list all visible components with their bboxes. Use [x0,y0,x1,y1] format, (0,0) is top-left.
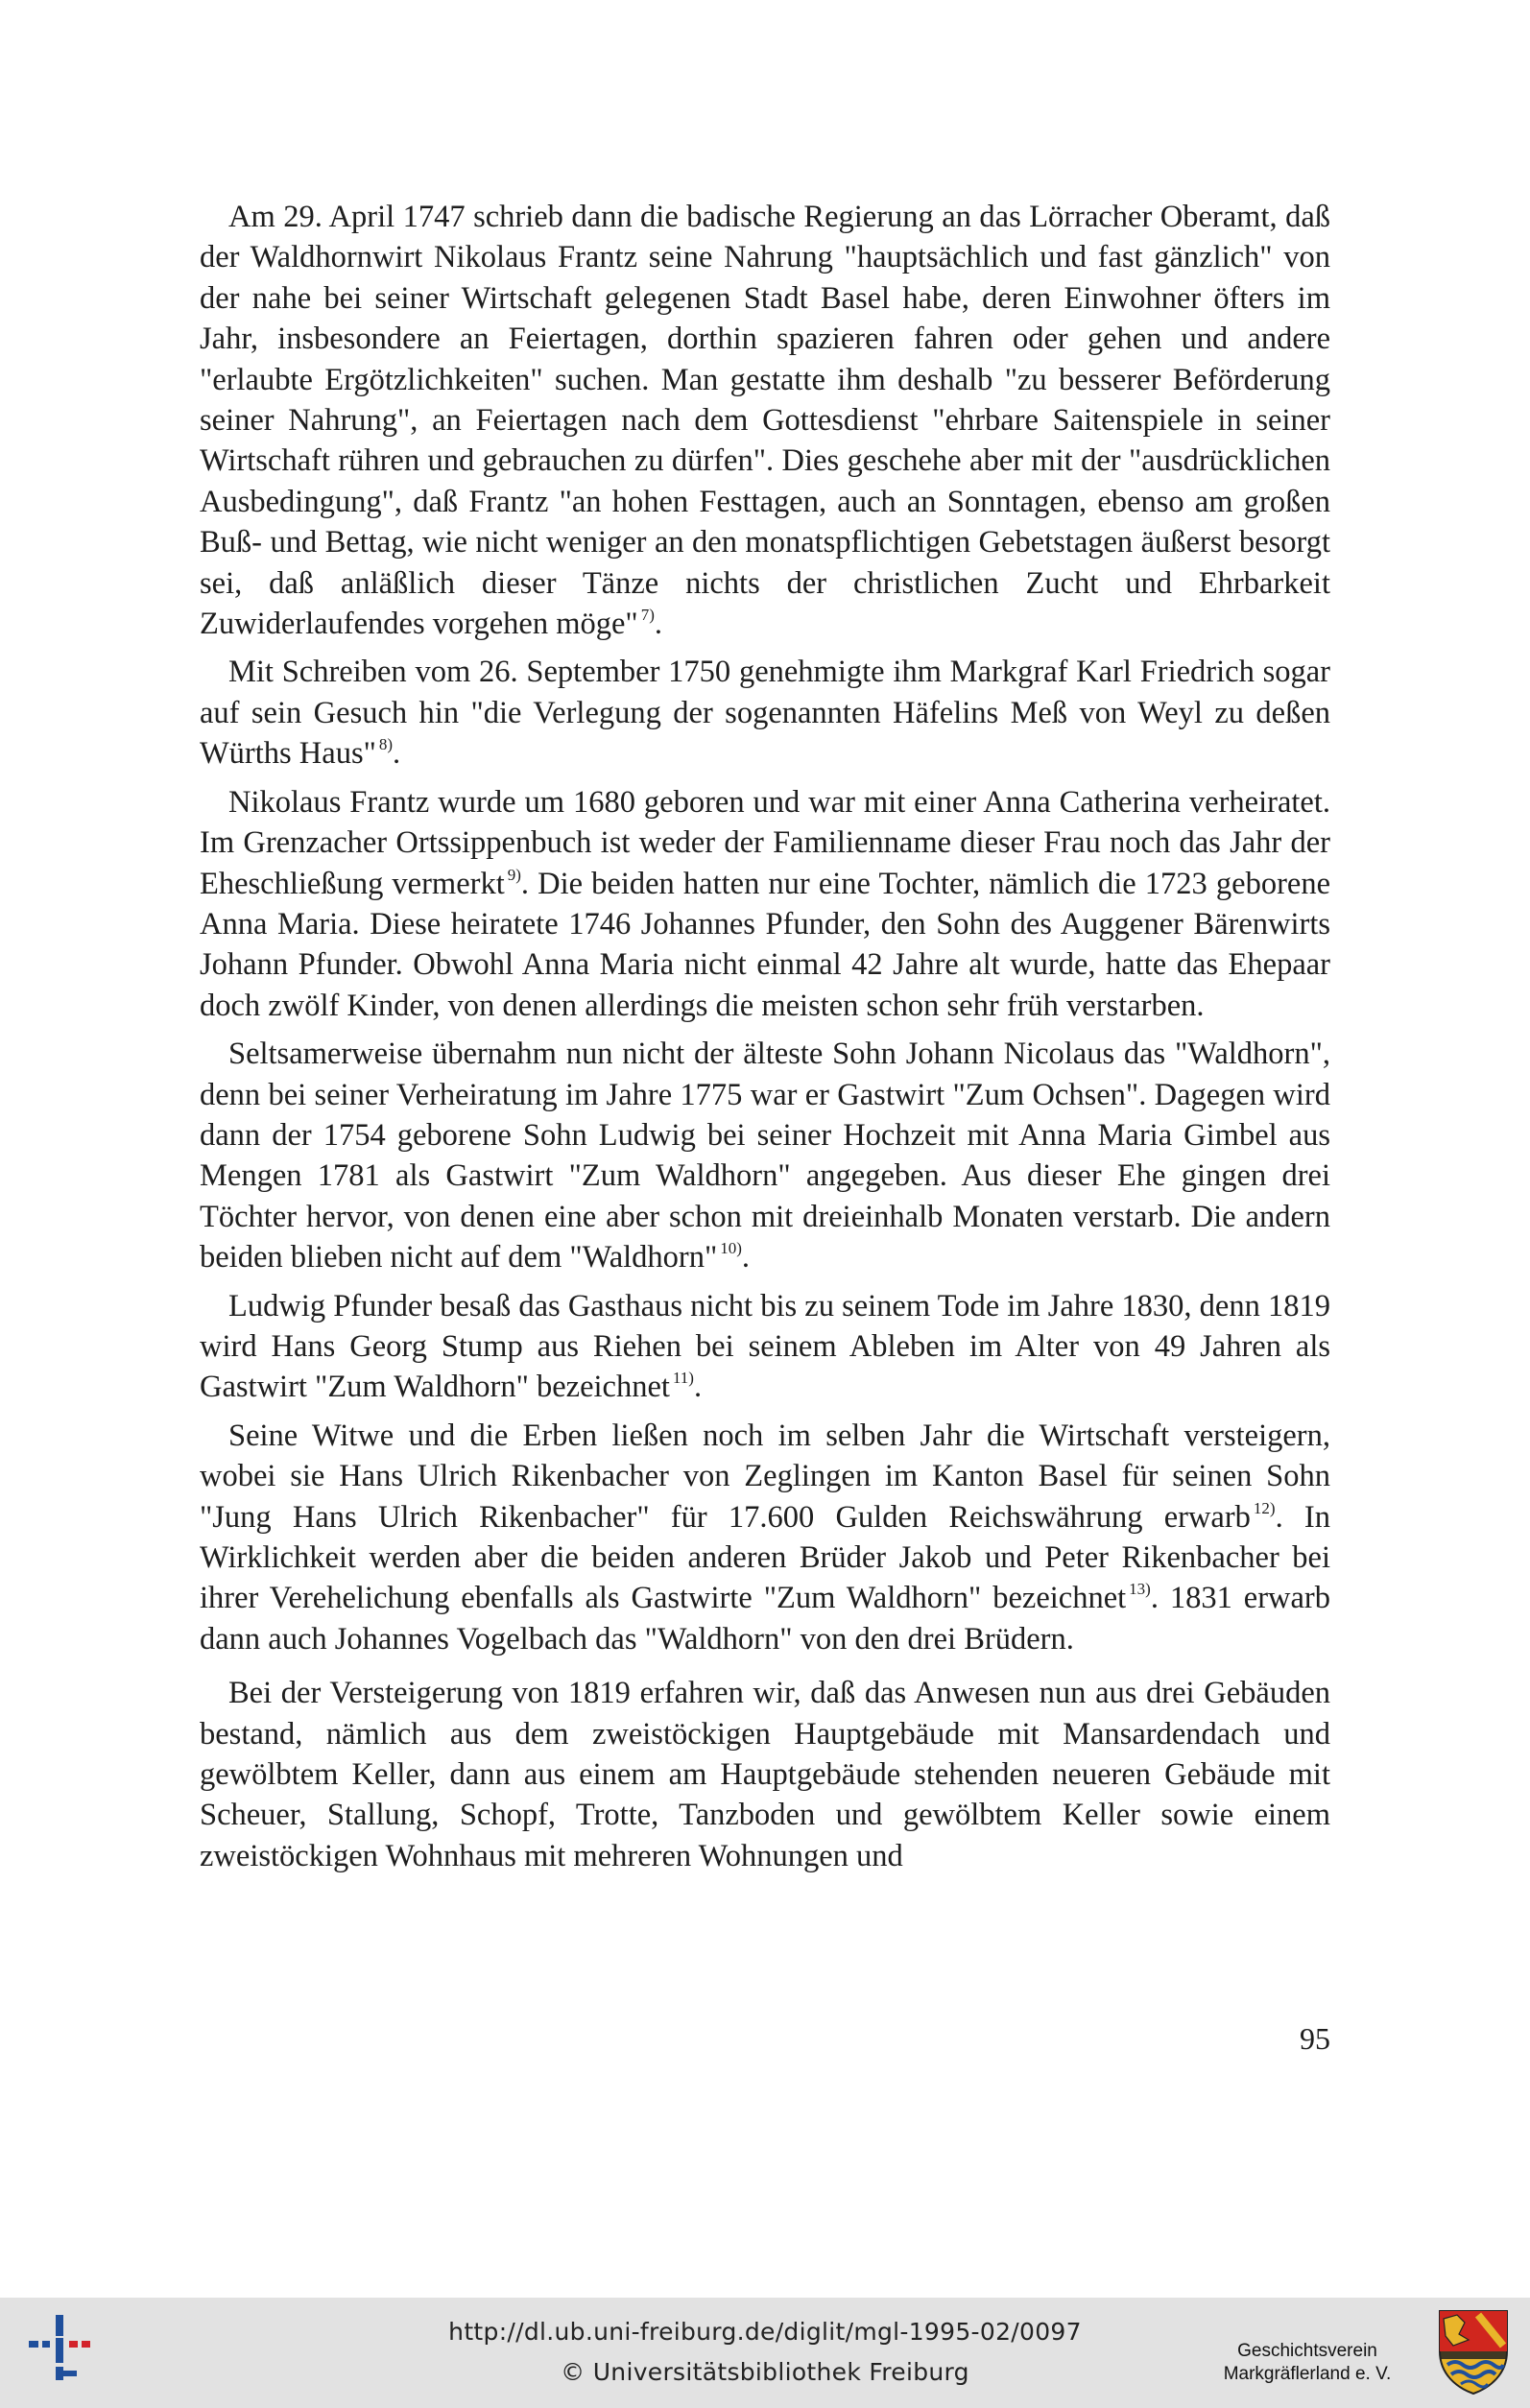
paragraph-tail: . 1831 erwarb dann auch Johannes Vogelbach das "Waldhorn" von den drei Brüdern. [200,1581,1330,1657]
paragraph-text: Seine Witwe und die Erben ließen noch im selben Jahr die Wirtschaft versteigern, wobei sie Hans Ulrich Rikenbacher von Zeglingen im Kanton Basel für seinen Sohn "Jung Hans Ulrich Rikenbacher" für 17.600 Gulden Reichswährung erwarb [200,1418,1330,1535]
paragraph-tail: . [393,736,401,772]
footer-url-link[interactable]: http://dl.ub.uni-freiburg.de/diglit/mgl-1995-02/0097 [448,2318,1082,2346]
document-body [200,197,1330,1876]
paragraph-tail: . In Wirklichkeit werden aber die beiden anderen Brüder Jakob und Peter Rikenbacher bei ihrer Verehelichung ebenfalls als Gastwirte "Zum Waldhorn" bezeichnet [200,1499,1330,1616]
footnote-ref: 11) [672,1369,694,1388]
paragraph-7 [200,1673,1330,1876]
paragraph-5 [200,1286,1330,1408]
paragraph-tail: . Die beiden hatten nur eine Tochter, nämlich die 1723 geborene Anna Maria. Diese heiratete 1746 Johannes Pfunder, den Sohn des Auggener Bärenwirts Johann Pfunder. Obwohl Anna Maria nicht einmal 42 Jahre alt wurde, hatte das Ehepaar doch zwölf Kinder, von denen allerdings die meisten schon sehr früh verstarben. [200,866,1330,1023]
footnote-ref: 9) [507,865,521,884]
paragraph-text: Ludwig Pfunder besaß das Gasthaus nicht bis zu seinem Tode im Jahre 1830, denn 1819 wird Hans Georg Stump aus Riehen bei seinem Ableben im Alter von 49 Jahren als Gastwirt "Zum Waldhorn" bezeichnet [200,1288,1330,1405]
paragraph-1 [200,197,1330,644]
paragraph-text: Am 29. April 1747 schrieb dann die badische Regierung an das Lörracher Oberamt, daß der Waldhornwirt Nikolaus Frantz seine Nahrung "hauptsächlich und fast gänzlich" von der nahe bei seiner Wirtschaft gelegenen Stadt Basel habe, deren Einwohner öfters im Jahr, insbesondere an Feiertagen, dorthin spazieren fahren oder gehen und andere "erlaubte Ergötzlichkeiten" suchen. Man gestatte ihm deshalb "zu besserer Beförderung seiner Nahrung", an Feiertagen nach dem Gottesdienst "ehrbare Saitenspiele in seiner Wirtschaft rühren und gebrauchen zu dürfen". Dies geschehe aber mit der "ausdrücklichen Ausbedingung", daß Frantz "an hohen Festtagen, auch an Sonntagen, ebenso am großen Buß- und Bettag, wie nicht weniger an den monatspflichtigen Gebetstagen äußerst besorgt sei, daß anläßlich dieser Tänze nichts der christlichen Zucht und Ehrbarkeit Zuwiderlaufendes vorgehen möge" [200,200,1330,642]
footnote-ref: 8) [378,735,394,754]
footnote-ref: 7) [640,606,655,625]
footnote-ref: 13) [1129,1580,1151,1599]
association-line-1: Geschichtsverein [1237,2341,1377,2361]
association-name [1192,2340,1422,2386]
paragraph-2 [200,652,1330,774]
paragraph-3 [200,782,1330,1026]
footer-copyright: © Universitätsbibliothek Freiburg [561,2358,969,2386]
footer-bar [0,2298,1530,2408]
paragraph-tail: . [654,607,662,642]
paragraph-6 [200,1416,1330,1659]
footnote-ref: 12) [1253,1498,1276,1517]
paragraph-text: Nikolaus Frantz wurde um 1680 geboren und war mit einer Anna Catherina verheiratet. Im Grenzacher Ortssippenbuch ist weder der Familienname dieser Frau noch das Jahr der Eheschließung vermerkt [200,784,1330,901]
association-line-2: Markgräflerland e. V. [1223,2364,1392,2384]
paragraph-text: Bei der Versteigerung von 1819 erfahren wir, daß das Anwesen nun aus drei Gebäuden bestand, nämlich aus dem zweistöckigen Hauptgebäude mit Mansardendach und gewölbtem Keller, dann aus einem am Hauptgebäude stehenden neueren Gebäude mit Scheuer, Stallung, Schopf, Trotte, Tanzboden und gewölbtem Keller sowie einem zweistöckigen Wohnhaus mit mehreren Wohnungen und [200,1676,1330,1873]
paragraph-tail: . [693,1370,703,1405]
footnote-ref: 10) [720,1239,742,1258]
coat-of-arms-icon [1436,2307,1511,2396]
paragraph-tail: . [741,1240,751,1276]
paragraph-text: Mit Schreiben vom 26. September 1750 genehmigte ihm Markgraf Karl Friedrich sogar auf sein Gesuch hin "die Verlegung der sogenannten Häfelins Meß von Weyl zu deßen Würths Haus" [200,655,1330,772]
paragraph-text: Seltsamerweise übernahm nun nicht der älteste Sohn Johann Nicolaus das "Waldhorn", denn bei seiner Verheiratung im Jahre 1775 war er Gastwirt "Zum Ochsen". Dagegen wird dann der 1754 geborene Sohn Ludwig bei seiner Hochzeit mit Anna Maria Gimbel aus Mengen 1781 als Gastwirt "Zum Waldhorn" angegeben. Aus dieser Ehe gingen drei Töchter hervor, von denen eine aber schon mit dreieinhalb Monaten verstarb. Die andern beiden blieben nicht auf dem "Waldhorn" [200,1037,1330,1276]
page-number: 95 [1300,2021,1330,2056]
paragraph-4 [200,1034,1330,1277]
